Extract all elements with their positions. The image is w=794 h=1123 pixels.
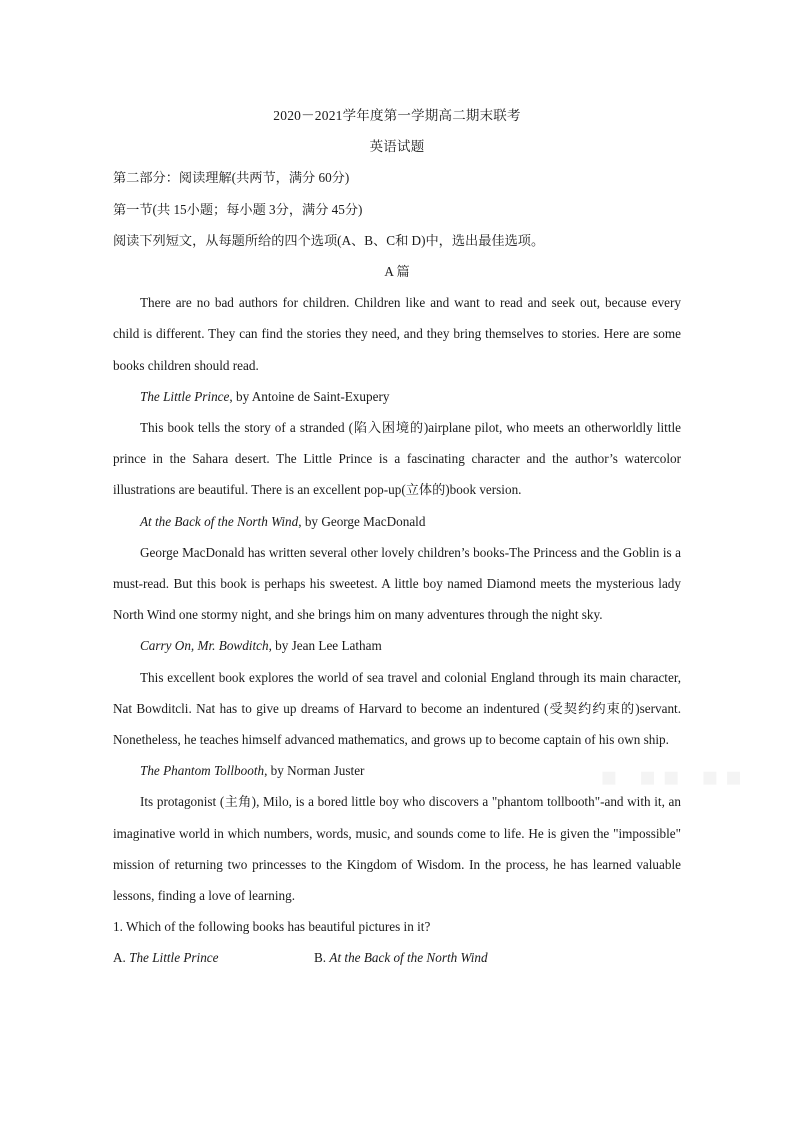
option-b-text: At the Back of the North Wind	[329, 950, 488, 966]
book-title: The Little Prince	[140, 388, 230, 404]
faint-watermark: ▪ ▪▪ ▪▪	[600, 762, 749, 792]
book-heading	[113, 630, 681, 661]
part-heading: 第二部分：阅读理解(共两节，满分 60分)	[113, 170, 350, 186]
instruction-text: 阅读下列短文，从每题所给的四个选项(A、B、C和 D)中，选出最佳选项。	[113, 232, 545, 248]
book-heading	[113, 381, 681, 412]
subsection-heading: 第一节(共 15小题；每小题 3分，满分 45分)	[113, 201, 363, 217]
passage-label: A 篇	[384, 264, 410, 280]
option-b	[314, 942, 488, 973]
book-title: The Phantom Tollbooth	[140, 763, 265, 779]
book-byline: , by George MacDonald	[298, 513, 426, 529]
book-description: Its protagonist (主角), Milo, is a bored little boy who discovers a "phantom tollbooth"-and with it, an imaginative world in which numbers, words, music, and sounds come to life. He is given the "impossible" mission of returning two princesses to the Kingdom of Wisdom. In the process, he has learned valuable lessons, finding a love of learning.	[113, 794, 681, 904]
option-a	[113, 942, 219, 973]
book-heading	[113, 506, 681, 537]
book-heading	[113, 755, 681, 786]
option-a-text: The Little Prince	[129, 950, 219, 966]
book-title: Carry On, Mr. Bowditch	[140, 638, 269, 654]
book-description: This excellent book explores the world of sea travel and colonial England through its main character, Nat Bowditcli. Nat has to give up dreams of Harvard to become an indentured (受契约约束的)servant. Nonetheless, he teaches himself advanced mathematics, and grows up to become captain of his own ship.	[113, 669, 681, 748]
option-b-letter: B.	[314, 950, 330, 966]
book-title: At the Back of the North Wind	[140, 513, 299, 529]
book-description: George MacDonald has written several other lovely children’s books-The Princess and the Goblin is a must-read. But this book is perhaps his sweetest. A little boy named Diamond meets the mysterious lady North Wind one stormy night, and she brings him on many adventures through the night sky.	[113, 544, 681, 623]
book-byline: , by Jean Lee Latham	[268, 638, 382, 654]
subject-title: 英语试题	[369, 139, 425, 155]
page-content	[113, 100, 681, 974]
book-byline: , by Norman Juster	[264, 763, 365, 779]
question-stem: 1. Which of the following books has beautiful pictures in it?	[113, 919, 431, 935]
exam-title: 2020－2021学年度第一学期高二期末联考	[273, 108, 521, 123]
answer-options	[113, 942, 681, 973]
book-byline: , by Antoine de Saint-Exupery	[229, 388, 390, 404]
option-a-letter: A.	[113, 950, 130, 966]
book-description: This book tells the story of a stranded (陷入困境的)airplane pilot, who meets an otherworldly little prince in the Sahara desert. The Little Prince is a fascinating character and the author’s watercolor illustrations are beautiful. There is an excellent pop-up(立体的)book version.	[113, 420, 681, 498]
passage-intro: There are no bad authors for children. Children like and want to read and seek out, because every child is different. They can find the stories they need, and they bring themselves to stories. Here are some books children should read.	[113, 295, 681, 373]
